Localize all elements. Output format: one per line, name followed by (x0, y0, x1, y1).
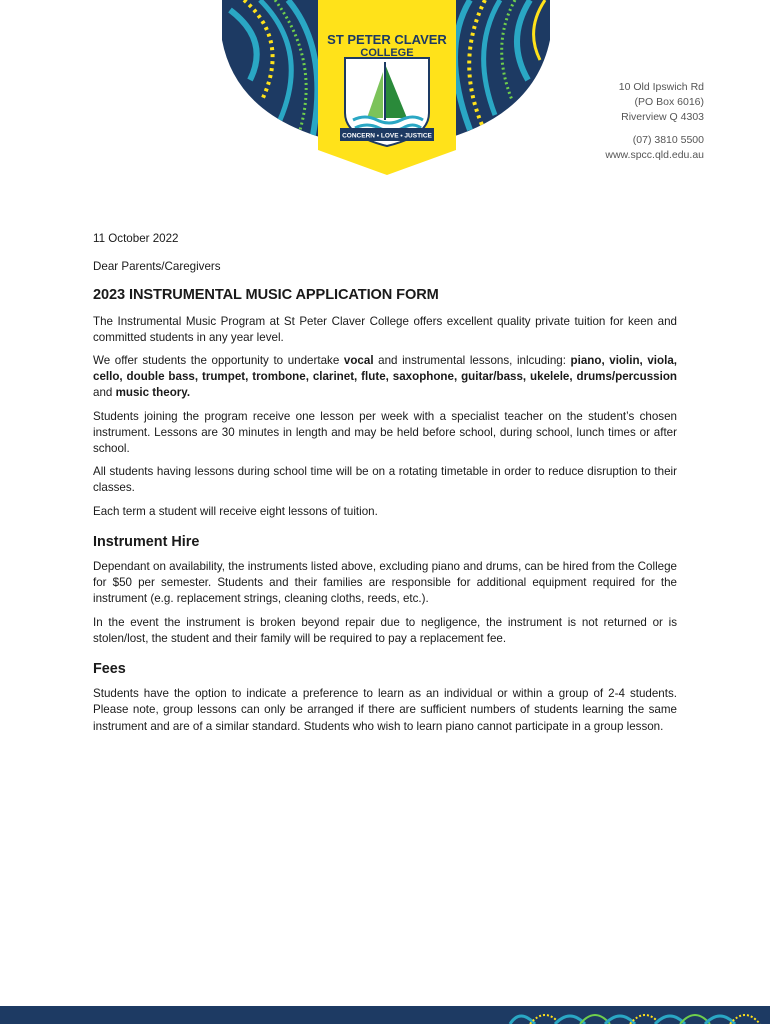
motto-text: CONCERN • LOVE • JUSTICE (342, 132, 432, 140)
offer-paragraph (93, 353, 677, 402)
offer-vocal: vocal (343, 354, 374, 368)
address-po-box: (PO Box 6016) (634, 96, 704, 108)
address-suburb: Riverview Q 4303 (621, 111, 704, 123)
hire-paragraph-1: Dependant on availability, the instruments listed above, excluding piano and drums, can be hired from the College for $50 per semester. Students and their families are responsible for additional equipment required for the instrument (e.g. replacement strings, cleaning cloths, reeds, etc.). (93, 560, 677, 606)
joining-paragraph: Students joining the program receive one lesson per week with a specialist teacher on the student’s chosen instrument. Lessons are 30 minutes in length and may be held before school, during school, lunch times or after school. (93, 409, 677, 456)
fees-paragraph: Students have the option to indicate a preference to learn as an individual or within a group of 2-4 students. Please note, group lessons can only be arranged if there are sufficient numbers of students learning the same instrument and are of a similar standard. Students who wish to learn piano cannot participate in a group lesson. (93, 687, 677, 733)
offer-and: and (93, 386, 116, 400)
school-name-line1: ST PETER CLAVER (327, 32, 447, 47)
hire-paragraph-2: In the event the instrument is broken beyond repair due to negligence, the instrument is not returned or is stolen/lost, the student and their family will be required to pay a replacement fee. (93, 615, 677, 645)
address-block (605, 80, 704, 163)
school-name-line2: COLLEGE (360, 47, 414, 59)
intro-paragraph: The Instrumental Music Program at St Peter Claver College offers excellent quality private tuition for keen and committed students in any year level. (93, 314, 677, 344)
address-website: www.spcc.qld.edu.au (605, 149, 704, 161)
address-phone: (07) 3810 5500 (632, 134, 704, 146)
letter-salutation: Dear Parents/Caregivers (93, 260, 221, 274)
hire-heading: Instrument Hire (93, 533, 200, 550)
footer-art-pattern (505, 1006, 770, 1024)
offer-theory: music theory. (115, 386, 191, 400)
letter-body (93, 231, 677, 742)
offer-instruments: piano, violin, viola, cello, double bass, trumpet, trombone, clarinet, flute, saxophone, guitar/bass, ukelele, drums/percussion (93, 354, 677, 384)
rotating-paragraph: All students having lessons during school time will be on a rotating timetable in order to reduce disruption to their classes. (93, 465, 677, 495)
footer-bar (0, 1006, 770, 1024)
address-street: 10 Old Ipswich Rd (618, 81, 704, 93)
letter-date: 11 October 2022 (93, 232, 179, 245)
fees-heading: Fees (93, 661, 126, 678)
term-paragraph: Each term a student will receive eight lessons of tuition. (93, 504, 378, 518)
offer-prefix: We offer students the opportunity to undertake (93, 354, 344, 368)
offer-middle: and instrumental lessons, inlcuding: (373, 354, 571, 368)
page-title: 2023 INSTRUMENTAL MUSIC APPLICATION FORM (93, 287, 439, 304)
